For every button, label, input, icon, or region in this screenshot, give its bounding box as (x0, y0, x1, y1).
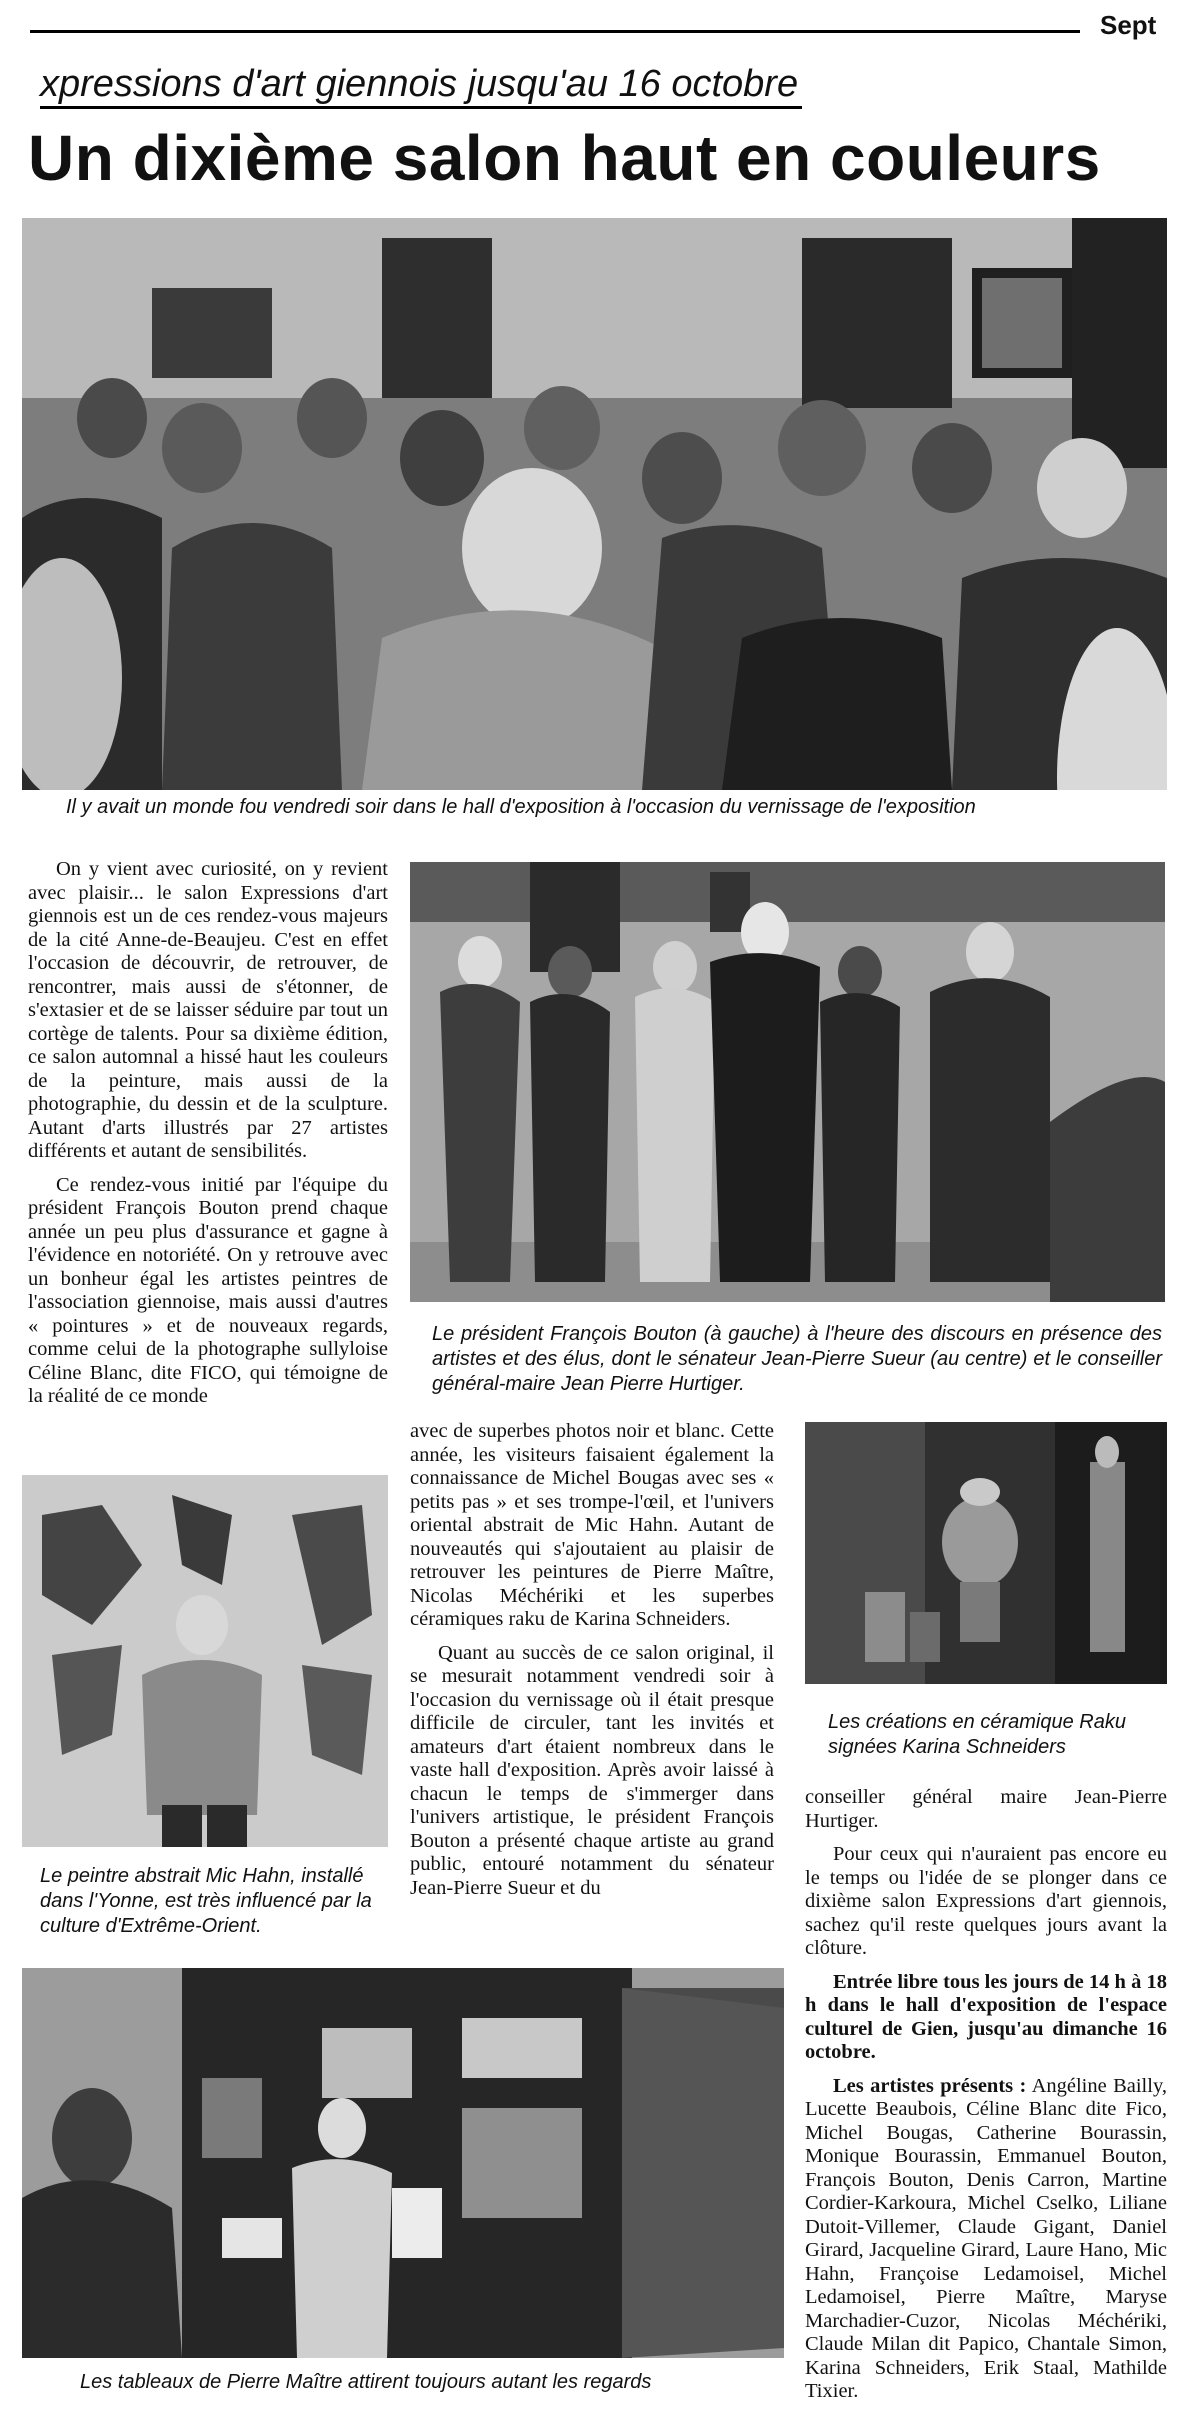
article-column-1 (28, 858, 388, 1419)
article-column-2 (410, 1420, 774, 1910)
paragraph: conseiller général maire Jean-Pierre Hurtiger. (805, 1786, 1167, 1832)
paintings-photo (22, 1968, 784, 2358)
paragraph: Entrée libre tous les jours de 14 h à 18 h dans le hall d'exposition de l'espace culturel de Gien, jusqu'au dimanche 16 octobre. (805, 1970, 1167, 2063)
ceramics-photo (805, 1422, 1167, 1684)
page-month-label: Sept (1100, 10, 1157, 40)
artists-list: Angéline Bailly, Lucette Beaubois, Céline Blanc dite Fico, Michel Bougas, Catherine Bourassin, Monique Bourassin, Emmanuel Bouton, François Bouton, Denis Carron, Martine Cordier-Karkoura, Michel Cselko, Liliane Dutoit-Villemer, Claude Gigant, Daniel Girard, Jacqueline Girard, Laure Hano, Mic Hahn, Françoise Ledamoisel, Michel Ledamoisel, Pierre Maître, Maryse Marchadier-Cuzor, Nicolas Méchériki, Claude Milan dit Papico, Chantale Simon, Karina Schneiders, Erik Staal, Mathilde Tixier. (805, 2074, 1167, 2402)
artists-label: Les artistes présents : (833, 2074, 1027, 2097)
paragraph: avec de superbes photos noir et blanc. Cette année, les visiteurs faisaient également la connaissance de Michel Bougas avec ses « petits pas » et ses trompe-l'œil, et l'univers oriental abstrait de Mic Hahn. Autant de nouveautés qui s'ajoutaient au plaisir de retrouver les peintures de Pierre Maître, Nicolas Méchériki et les superbes céramiques raku de Karina Schneiders. (410, 1420, 774, 1630)
painter-caption: Le peintre abstrait Mic Hahn, installé dans l'Yonne, est très influencé par la culture d'Extrême-Orient. (40, 1865, 372, 1937)
top-rule (30, 30, 1080, 33)
paragraph: Ce rendez-vous initié par l'équipe du président François Bouton prend chaque année un peu plus d'assurance et gagne à l'évidence en notoriété. On y retrouve avec un bonheur égal les artistes peintres de l'association giennoise, mais aussi d'autres « pointures » et de nouveaux regards, comme celui de la photographe sullyloise Céline Blanc, dite FICO, qui témoigne de la réalité de ce monde (28, 1173, 388, 1407)
paragraph: Pour ceux qui n'auraient pas encore eu le temps ou l'idée de se plonger dans ce dixième salon Expressions d'art giennois, sachez qu'il reste quelques jours avant la clôture. (805, 1843, 1167, 1959)
officials-caption: Le président François Bouton (à gauche) à l'heure des discours en présence des artistes et des élus, dont le sénateur Jean-Pierre Sueur (au centre) et le conseiller général-maire Jean Pierre Hurtiger. (432, 1323, 1162, 1395)
paintings-caption: Les tableaux de Pierre Maître attirent toujours autant les regards (80, 2371, 652, 2393)
ceramics-caption: Les créations en céramique Raku signées Karina Schneiders (828, 1711, 1126, 1758)
kicker-title: xpressions d'art giennois jusqu'au 16 octobre (40, 62, 802, 109)
crowd-photo (22, 218, 1167, 790)
article-column-3 (805, 1786, 1167, 2414)
paragraph (805, 2075, 1167, 2404)
crowd-caption: Il y avait un monde fou vendredi soir dans le hall d'exposition à l'occasion du vernissage de l'exposition (66, 796, 976, 818)
painter-photo (22, 1475, 388, 1847)
officials-photo (410, 862, 1165, 1302)
paragraph: On y vient avec curiosité, on y revient avec plaisir... le salon Expressions d'art giennois est un de ces rendez-vous majeurs de la cité Anne-de-Beaujeu. C'est en effet l'occasion de découvrir, de retrouver, de rencontrer, mais aussi de s'étonner, de s'extasier et de se laisser séduire par tout un cortège de talents. Pour sa dixième édition, ce salon automnal a hissé haut les couleurs de la peinture, mais aussi de la photographie, du dessin et de la sculpture. Autant d'arts illustrés par 27 artistes différents et autant de sensibilités. (28, 858, 388, 1162)
paragraph: Quant au succès de ce salon original, il se mesurait notamment vendredi soir à l'occasion du vernissage où il était presque difficile de circuler, tant les invités et amateurs d'art étaient nombreux dans le vaste hall d'exposition. Après avoir laissé à chacun le temps de s'immerger dans l'univers artistique, le président François Bouton a présenté chaque artiste au grand public, entouré notamment du sénateur Jean-Pierre Sueur et du (410, 1641, 774, 1899)
headline: Un dixième salon haut en couleurs (28, 122, 1101, 194)
